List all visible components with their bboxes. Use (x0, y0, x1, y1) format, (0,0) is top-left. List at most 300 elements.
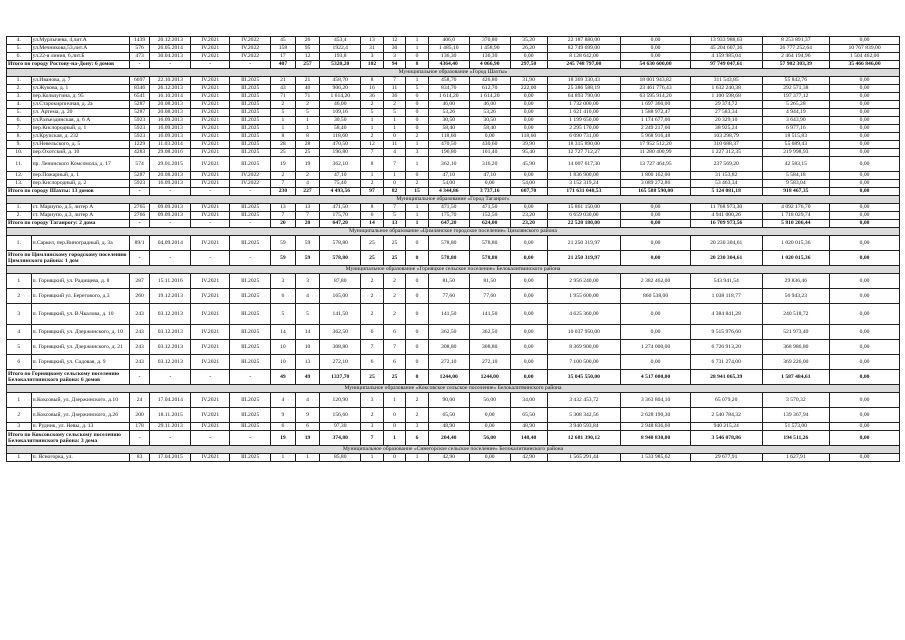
total-cell: 607,70 (510, 188, 547, 196)
table-cell: IV.2021 (191, 408, 230, 423)
table-cell: 29.11.2013 (150, 423, 191, 431)
table-cell: 308,80 (428, 340, 469, 355)
table-cell: 4 944,19 (762, 109, 830, 117)
table-cell: 1 718 029,74 (762, 212, 830, 220)
table-cell: 17 (271, 53, 296, 61)
address-cell: п. Горняцкий, ул. Дзержинского, д. 21 (31, 340, 129, 355)
total-cell: 194 511,26 (762, 431, 830, 446)
table-cell: 8346 (129, 85, 149, 93)
table-cell: 14 007 617,30 (547, 157, 621, 172)
row-number-cell: 2 (7, 408, 32, 423)
table-cell: III.2025 (230, 109, 271, 117)
total-cell: - (129, 188, 149, 196)
table-cell: 89/1 (129, 236, 149, 251)
table-cell: 46,00 (320, 101, 361, 109)
total-cell: - (191, 370, 230, 385)
table-cell: 8 253 891,37 (762, 37, 830, 45)
address-cell: ул.Старокирпичная, д. 2а (31, 101, 129, 109)
table-cell: 0,00 (830, 109, 900, 117)
table-row (7, 157, 900, 172)
total-cell: - (150, 220, 191, 228)
table-cell: 175,70 (320, 212, 361, 220)
table-cell: 0,00 (830, 454, 900, 462)
table-cell: 3 643,90 (762, 117, 830, 125)
table-cell: 0,00 (469, 454, 510, 462)
table-cell: III.2025 (230, 289, 271, 304)
section-header-row (7, 385, 900, 393)
table-cell: 0,00 (510, 117, 547, 125)
total-cell: 1 (383, 431, 406, 446)
total-cell: 5 124 081,18 (690, 188, 762, 196)
table-cell: IV.2021 (191, 355, 230, 370)
total-cell: 97 749 047,61 (690, 61, 762, 69)
table-cell: 0,00 (830, 172, 900, 180)
table-cell: 17.04.2015 (150, 454, 191, 462)
table-cell: 316,20 (469, 157, 510, 172)
table-cell: 3 570,32 (762, 393, 830, 408)
table-cell: 0 (406, 340, 429, 355)
table-cell: 308,80 (320, 340, 361, 355)
table-cell: IV.2021 (191, 423, 230, 431)
table-cell: III.2025 (230, 133, 271, 141)
table-cell: IV.2021 (191, 85, 230, 93)
table-cell: 43 (271, 85, 296, 93)
total-cell: 0,00 (621, 251, 691, 266)
total-cell: 0,00 (830, 370, 900, 385)
table-cell: 28 (271, 141, 296, 149)
row-number-cell: 1 (7, 393, 32, 408)
table-row (7, 393, 900, 408)
table-cell: III.2025 (230, 423, 271, 431)
table-cell: 1 (383, 117, 406, 125)
row-number-cell: 4 (7, 325, 32, 340)
table-cell: 2 249 217,60 (621, 125, 691, 133)
table-cell: 2 (383, 274, 406, 289)
table-cell: 22 187 880,00 (547, 37, 621, 45)
table-cell: 9 515 976,60 (690, 325, 762, 340)
table-cell: 16.09.2013 (150, 133, 191, 141)
table-cell: IV.2021 (191, 77, 230, 85)
table-cell: 310 688,37 (690, 141, 762, 149)
section-header-row (7, 266, 900, 274)
total-cell: 1244,00 (428, 370, 469, 385)
table-cell: 3 089 272,86 (621, 180, 691, 188)
table-cell: III.2025 (230, 212, 271, 220)
address-cell: ул.Мурлычева, 4,лит.А (31, 37, 129, 45)
table-cell: IV.2021 (191, 340, 230, 355)
table-cell: 1 199 650,00 (547, 117, 621, 125)
table-cell: 15 861 150,00 (547, 204, 621, 212)
table-cell: 158 (271, 45, 296, 53)
table-cell: 1 (271, 125, 296, 133)
table-cell: 2 540 784,32 (690, 408, 762, 423)
table-cell: 81,50 (469, 274, 510, 289)
total-cell: - (230, 220, 271, 228)
total-cell: 19 (295, 431, 320, 446)
table-cell: 53 463,34 (690, 180, 762, 188)
table-cell: 0,00 (621, 236, 691, 251)
table-cell: 1922,4 (320, 45, 361, 53)
row-number-cell: 9. (7, 141, 32, 149)
table-cell: 1 (361, 172, 384, 180)
table-cell: 0,00 (830, 304, 900, 325)
table-cell: 18 315 890,00 (547, 141, 621, 149)
table-cell: 29 836,46 (762, 274, 830, 289)
total-cell: 578,80 (320, 251, 361, 266)
table-cell: IV.2021 (191, 325, 230, 340)
table-cell: III.2025 (230, 77, 271, 85)
table-cell: 21 250 319,97 (547, 236, 621, 251)
row-number-cell: 2. (7, 212, 32, 220)
total-cell: 49 (295, 370, 320, 385)
table-cell: 19 (271, 157, 296, 172)
row-number-cell: 7. (7, 125, 32, 133)
table-cell: 53,26 (428, 109, 469, 117)
table-cell: 0,00 (830, 85, 900, 93)
table-row (7, 355, 900, 370)
table-cell: III.2025 (230, 85, 271, 93)
row-number-cell: 2. (7, 85, 32, 93)
table-cell: 3 (361, 423, 384, 431)
table-cell: 19.12.2013 (150, 289, 191, 304)
table-cell: 574 (129, 157, 149, 172)
table-cell: 453,4 (320, 37, 361, 45)
table-cell: 7 (361, 149, 384, 157)
total-cell: 94 (383, 61, 406, 69)
table-cell: 2 382 462,00 (621, 274, 691, 289)
total-cell: - (230, 188, 271, 196)
total-cell: 0,00 (830, 220, 900, 228)
table-cell: 29 677,91 (690, 454, 762, 462)
table-cell: 2 956 240,00 (547, 274, 621, 289)
table-cell: 6 (271, 423, 296, 431)
table-cell: 1 (406, 204, 429, 212)
table-cell: 20.08.2013 (150, 109, 191, 117)
table-cell: 95,40 (510, 149, 547, 157)
row-number-cell: 1 (7, 274, 32, 289)
table-cell: 20 329,10 (690, 117, 762, 125)
table-cell: 13 933 988,63 (690, 37, 762, 45)
table-cell: 136,30 (428, 53, 469, 61)
table-cell: 2 (406, 408, 429, 423)
section-title: Муниципальное образование «Город Таганрог» (7, 196, 900, 204)
table-cell: 46,00 (428, 101, 469, 109)
table-cell: 0 (406, 93, 429, 101)
total-cell: 230 (271, 188, 296, 196)
table-cell: 5 (383, 109, 406, 117)
total-cell: 4 344,86 (428, 188, 469, 196)
table-cell: 15.11.2016 (150, 274, 191, 289)
table-cell: 26 (295, 37, 320, 45)
table-row (7, 37, 900, 45)
table-cell: 21 (295, 77, 320, 85)
table-cell: 97,30 (320, 423, 361, 431)
table-cell: 75,40 (320, 180, 361, 188)
total-cell: - (129, 370, 149, 385)
table-cell: IV.2021 (191, 236, 230, 251)
table-cell: IV.2021 (191, 53, 230, 61)
table-cell: 35,20 (510, 37, 547, 45)
total-cell: 0 (406, 251, 429, 266)
table-cell: 58,40 (320, 125, 361, 133)
table-cell: 5 308 342,56 (547, 408, 621, 423)
table-cell: 5 (383, 212, 406, 220)
total-row (7, 370, 900, 385)
total-cell: 647,20 (320, 220, 361, 228)
table-cell: 4 (383, 149, 406, 157)
table-cell: 0,00 (510, 236, 547, 251)
total-cell: 647,20 (428, 220, 469, 228)
total-cell: 8 940 830,00 (621, 431, 691, 446)
table-cell: 6541 (129, 93, 149, 101)
table-row (7, 180, 900, 188)
total-cell: 3 546 078,86 (690, 431, 762, 446)
table-cell: III.2025 (230, 325, 271, 340)
table-cell: 58,40 (428, 125, 469, 133)
table-cell: 5923 (129, 125, 149, 133)
table-cell: 0 (406, 289, 429, 304)
table-row (7, 304, 900, 325)
table-cell: 59 (295, 236, 320, 251)
table-cell: 165,00 (320, 289, 361, 304)
total-cell: 407 (271, 61, 296, 69)
table-cell: IV.2021 (191, 45, 230, 53)
table-cell: IV.2021 (191, 133, 230, 141)
total-cell: 1 587 484,61 (762, 370, 830, 385)
table-cell: 2 (383, 101, 406, 109)
row-number-cell: 4. (7, 101, 32, 109)
table-cell: 25 (295, 149, 320, 157)
table-cell: 81,50 (428, 274, 469, 289)
table-cell: 578,80 (469, 236, 510, 251)
table-cell: 1 621 410,00 (547, 109, 621, 117)
resettlement-program-table (6, 36, 900, 462)
total-cell: - (230, 431, 271, 446)
table-cell: IV.2022 (230, 172, 271, 180)
total-cell: 6 (406, 431, 429, 446)
total-cell: 13 (383, 220, 406, 228)
table-cell: 471,50 (469, 204, 510, 212)
table-cell: III.2025 (230, 408, 271, 423)
table-cell: 51 573,00 (762, 423, 830, 431)
table-cell: 10 (295, 340, 320, 355)
table-cell: 0,00 (621, 355, 691, 370)
total-cell: 57 902 303,39 (762, 61, 830, 69)
table-cell: 1 (295, 125, 320, 133)
table-cell: 1 (406, 212, 429, 220)
total-label: Итого по городу Шахты: 13 домов (7, 188, 130, 196)
table-cell: 40 (295, 85, 320, 93)
table-cell: 26,20 (510, 45, 547, 53)
table-cell: 6 (383, 325, 406, 340)
table-cell: 0 (406, 325, 429, 340)
table-cell: 3 (295, 274, 320, 289)
table-cell: 20.08.2013 (150, 172, 191, 180)
table-cell: 2 (361, 101, 384, 109)
total-cell: - (129, 251, 149, 266)
address-cell: п. Горняцкий, ул. Садовая, д. 9 (31, 355, 129, 370)
table-cell: 0,00 (830, 236, 900, 251)
table-cell: 0 (406, 172, 429, 180)
table-cell: 101,40 (469, 149, 510, 157)
table-cell: IV.2021 (191, 125, 230, 133)
table-cell: 1 (406, 37, 429, 45)
table-cell: 860 538,00 (621, 289, 691, 304)
table-cell: 48,90 (428, 423, 469, 431)
table-cell: IV.2021 (191, 204, 230, 212)
total-cell: 20 (295, 220, 320, 228)
table-cell: 5 (271, 304, 296, 325)
total-cell: 0,00 (510, 251, 547, 266)
table-cell: 458,70 (320, 77, 361, 85)
table-cell: 2 (361, 274, 384, 289)
row-number-cell: 8. (7, 133, 32, 141)
table-cell: 1 732 000,00 (547, 101, 621, 109)
table-cell: 4 384 841,28 (690, 304, 762, 325)
table-cell: 5 968 916,48 (621, 133, 691, 141)
table-cell: III.2025 (230, 304, 271, 325)
table-cell: 12 727 712,27 (547, 149, 621, 157)
table-cell: 20.08.2013 (150, 101, 191, 109)
table-cell: IV.2021 (191, 454, 230, 462)
table-cell: 0,00 (510, 289, 547, 304)
table-cell: 0,00 (510, 274, 547, 289)
table-cell: 0,00 (830, 77, 900, 85)
table-cell: 1 614,20 (428, 93, 469, 101)
table-cell: 85,80 (320, 454, 361, 462)
table-cell: 11 768 973,30 (690, 204, 762, 212)
table-cell: 26.05.2014 (150, 45, 191, 53)
address-cell: пер.Кислородный, д. 1 (31, 125, 129, 133)
table-cell: 7 (383, 204, 406, 212)
table-cell: 22.10.2013 (150, 77, 191, 85)
address-cell: ул. Артема, д. 20 (31, 109, 129, 117)
table-row (7, 408, 900, 423)
total-cell: 1 (406, 220, 429, 228)
table-cell: 1 174 677,00 (621, 117, 691, 125)
table-row (7, 172, 900, 180)
table-cell: 370,80 (469, 37, 510, 45)
table-cell: 0 (406, 117, 429, 125)
table-cell: 222,00 (510, 85, 547, 93)
table-cell: 83 (129, 454, 149, 462)
table-cell: 0 (406, 355, 429, 370)
table-row (7, 423, 900, 431)
total-cell: 35 466 846,00 (830, 61, 900, 69)
total-cell: 245 748 797,00 (547, 61, 621, 69)
table-cell: 42,90 (510, 454, 547, 462)
table-row (7, 101, 900, 109)
table-cell: 0 (383, 180, 406, 188)
table-cell: 6 659 030,00 (547, 212, 621, 220)
table-cell: 0,00 (621, 212, 691, 220)
address-cell: ул.Мечникова,53,лит.А (31, 45, 129, 53)
table-cell: 5287 (129, 109, 149, 117)
total-cell: 1337,70 (320, 370, 361, 385)
table-cell: 219 998,93 (762, 149, 830, 157)
table-cell: 0,00 (510, 172, 547, 180)
table-cell: 16.09.2013 (150, 180, 191, 188)
table-cell: 65,50 (428, 408, 469, 423)
table-cell: 196,80 (320, 149, 361, 157)
total-cell: 0,00 (830, 188, 900, 196)
table-cell: 1 533 985,62 (621, 454, 691, 462)
address-cell: пер.Охотский, д. 10 (31, 149, 129, 157)
table-cell: 1 (383, 172, 406, 180)
total-cell: 171 631 048,53 (547, 188, 621, 196)
table-cell: 118,60 (510, 133, 547, 141)
table-row (7, 204, 900, 212)
table-cell: 55 842,76 (762, 77, 830, 85)
table-cell: 0,00 (510, 355, 547, 370)
table-cell: 38 925,24 (690, 125, 762, 133)
table-cell: IV.2021 (191, 172, 230, 180)
table-cell: 23 461 776,43 (621, 85, 691, 93)
table-cell: 0,00 (830, 157, 900, 172)
table-row (7, 325, 900, 340)
table-cell: 28 (295, 141, 320, 149)
table-cell: III.2025 (230, 149, 271, 157)
table-cell: 3 (383, 53, 406, 61)
table-cell: IV.2021 (191, 37, 230, 45)
table-cell: 2 (406, 180, 429, 188)
table-cell: 1 (295, 454, 320, 462)
table-cell: 47,10 (320, 172, 361, 180)
total-cell: 148,40 (510, 431, 547, 446)
table-cell: III.2025 (230, 355, 271, 370)
table-cell: 0,00 (621, 53, 691, 61)
table-cell: 26 777 252,64 (762, 45, 830, 53)
row-number-cell: 4. (7, 37, 32, 45)
table-cell: 0 (383, 133, 406, 141)
table-cell: 1 697 360,00 (621, 101, 691, 109)
total-cell: 25 (361, 251, 384, 266)
table-cell: 0 (406, 101, 429, 109)
table-cell: 42,90 (428, 454, 469, 462)
table-cell: III.2025 (230, 274, 271, 289)
row-number-cell: 5 (7, 340, 32, 355)
table-cell: 156,60 (320, 408, 361, 423)
table-cell: 4 (295, 180, 320, 188)
table-cell: 10 (271, 355, 296, 370)
table-cell: 1229 (129, 141, 149, 149)
address-cell: пер.Кольчугина, д. 95 (31, 93, 129, 101)
table-cell: 36 (361, 93, 384, 101)
address-cell: пер.Кислородный, д. 2 (31, 180, 129, 188)
row-number-cell: 1. (7, 236, 32, 251)
table-cell: 7 100 500,00 (547, 355, 621, 370)
table-cell: 0,00 (830, 37, 900, 45)
table-cell: 04.09.2014 (150, 236, 191, 251)
table-cell: 2 (383, 304, 406, 325)
total-cell: 5 810 206,44 (762, 220, 830, 228)
table-cell: 109,16 (320, 109, 361, 117)
table-cell: 36 (383, 93, 406, 101)
table-row (7, 125, 900, 133)
table-cell: 4 625 360,00 (547, 304, 621, 325)
total-cell: 12 681 390,12 (547, 431, 621, 446)
table-cell: 0,00 (830, 125, 900, 133)
table-cell: 09.09.2013 (150, 204, 191, 212)
table-cell: 470,50 (428, 141, 469, 149)
table-cell: 2 (361, 133, 384, 141)
table-row (7, 45, 900, 53)
table-cell: 1 227 312,35 (690, 149, 762, 157)
address-cell: пр. Ленинского Комсомола, д. 17 (31, 157, 129, 172)
total-cell: 0,00 (830, 431, 900, 446)
table-cell: 0,00 (621, 37, 691, 45)
total-row (7, 61, 900, 69)
